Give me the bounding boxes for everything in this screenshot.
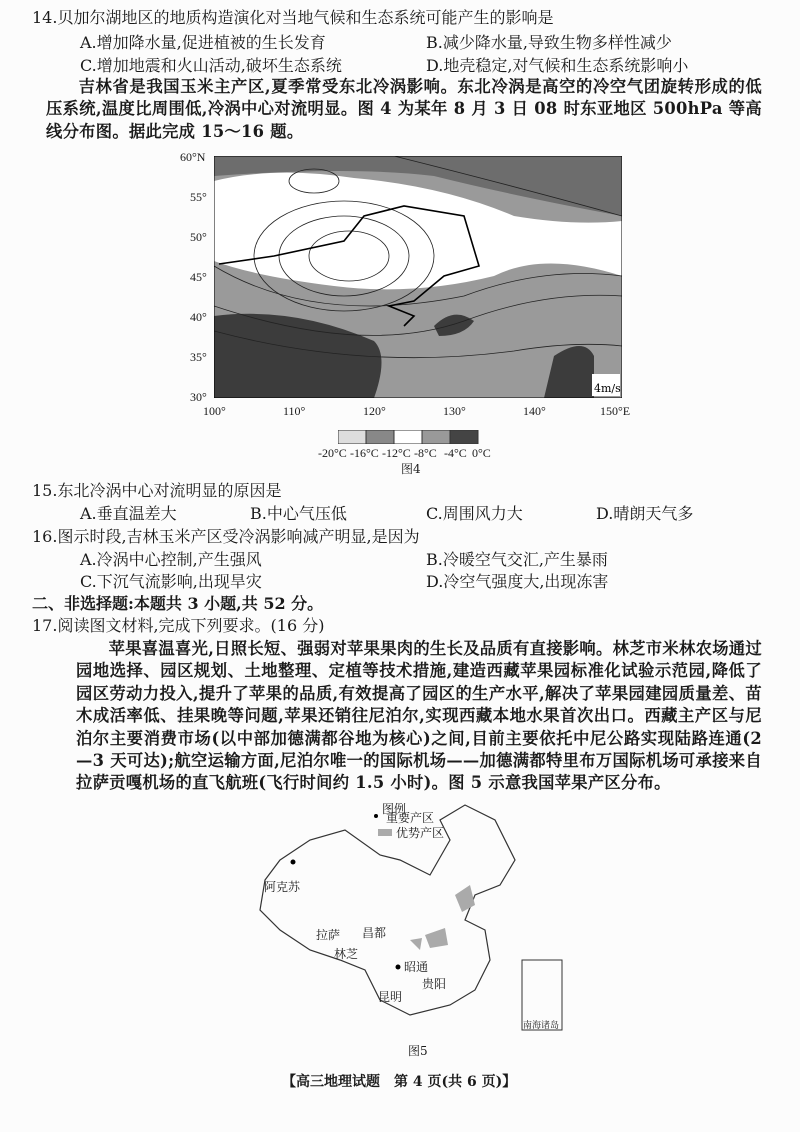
lat-label: 55° bbox=[190, 190, 207, 204]
q14-stem: 14.贝加尔湖地区的地质构造演化对当地气候和生态系统可能产生的影响是 bbox=[32, 8, 554, 27]
q14-option-b: B.减少降水量,导致生物多样性减少 bbox=[426, 33, 672, 52]
lat-label: 30° bbox=[190, 390, 207, 404]
lat-label: 35° bbox=[190, 350, 207, 364]
lat-label: 40° bbox=[190, 310, 207, 324]
fig5-caption: 图5 bbox=[408, 1044, 428, 1058]
legend-label: -16°C bbox=[350, 446, 379, 460]
lon-label: 100° bbox=[203, 404, 226, 418]
lat-label: 45° bbox=[190, 270, 207, 284]
advantage-area bbox=[410, 885, 475, 950]
q17-stem: 17.阅读图文材料,完成下列要求。(16 分) bbox=[32, 616, 325, 635]
page-footer: 【高三地理试题 第 4 页(共 6 页)】 bbox=[282, 1074, 517, 1090]
legend-point-label: 重要产区 bbox=[386, 811, 435, 825]
q16-option-a: A.冷涡中心控制,产生强风 bbox=[80, 550, 262, 569]
legend-label: -8°C bbox=[414, 446, 437, 460]
lat-label: 50° bbox=[190, 230, 207, 244]
place-label: 拉萨 bbox=[316, 928, 341, 942]
q16-option-b: B.冷暖空气交汇,产生暴雨 bbox=[426, 550, 608, 569]
legend-area-icon bbox=[378, 829, 392, 836]
place-label: 昆明 bbox=[378, 990, 403, 1004]
q14-option-c: C.增加地震和火山活动,破坏生态系统 bbox=[80, 56, 342, 75]
legend-label: 0°C bbox=[472, 446, 491, 460]
q15-option-b: B.中心气压低 bbox=[250, 504, 347, 523]
lon-label: 130° bbox=[443, 404, 466, 418]
q15-stem: 15.东北冷涡中心对流明显的原因是 bbox=[32, 481, 282, 500]
q14-option-a: A.增加降水量,促进植被的生长发育 bbox=[80, 33, 326, 52]
lon-label: 150°E bbox=[600, 404, 631, 418]
legend-area-label: 优势产区 bbox=[396, 826, 445, 840]
place-label: 贵阳 bbox=[422, 977, 447, 991]
lat-label: 60°N bbox=[180, 150, 206, 164]
fig4-map bbox=[214, 156, 622, 398]
wind-scale-label: 4m/s bbox=[594, 382, 621, 395]
lon-label: 140° bbox=[523, 404, 546, 418]
point-zhaotong bbox=[396, 965, 401, 970]
temperature-legend-bar bbox=[338, 430, 480, 444]
china-outline bbox=[260, 805, 515, 1015]
place-label: 昭通 bbox=[404, 960, 429, 974]
lon-label: 120° bbox=[363, 404, 386, 418]
inset-label: 南海诸岛 bbox=[523, 1021, 560, 1031]
legend-label: -4°C bbox=[444, 446, 467, 460]
section-2-heading: 二、非选择题:本题共 3 小题,共 52 分。 bbox=[32, 594, 324, 613]
fig4-caption: 图4 bbox=[401, 462, 421, 476]
material-15-16: 吉林省是我国玉米主产区,夏季常受东北冷涡影响。东北冷涡是高空的冷空气团旋转形成的低压系统,温度比周围低,冷涡中心对流明显。图 4 为某年 8 月 3 日 08 时东亚地区 500hPa 等高线分布图。据此完成 15～16 题。 bbox=[46, 77, 762, 141]
q15-option-a: A.垂直温差大 bbox=[80, 504, 177, 523]
q16-stem: 16.图示时段,吉林玉米产区受冷涡影响减产明显,是因为 bbox=[32, 527, 420, 546]
lon-label: 110° bbox=[283, 404, 306, 418]
legend-label: -20°C bbox=[318, 446, 347, 460]
q14-option-d: D.地壳稳定,对气候和生态系统影响小 bbox=[426, 56, 689, 75]
fig5-legend-title: 图例 bbox=[382, 802, 407, 816]
place-label: 林芝 bbox=[334, 947, 359, 961]
q16-option-d: D.冷空气强度大,出现冻害 bbox=[426, 572, 609, 591]
point-akesu bbox=[291, 860, 296, 865]
legend-point-icon bbox=[374, 814, 378, 818]
place-label: 昌都 bbox=[362, 926, 387, 940]
place-label: 阿克苏 bbox=[264, 880, 301, 894]
legend-label: -12°C bbox=[382, 446, 411, 460]
q15-option-d: D.晴朗天气多 bbox=[596, 504, 694, 523]
q15-option-c: C.周围风力大 bbox=[426, 504, 523, 523]
q16-option-c: C.下沉气流影响,出现旱灾 bbox=[80, 572, 262, 591]
q17-material: 苹果喜温喜光,日照长短、强弱对苹果果肉的生长及品质有直接影响。林芝市米林农场通过园地选择、园区规划、土地整理、定植等技术措施,建造西藏苹果园标准化试验示范园,降低了园区劳动力投入,提升了苹果的品质,有效提高了园区的生产水平,解决了苹果园建园质量差、苗木成活率低、挂果晚等问题,苹果还销往尼泊尔,实现西藏本地水果首次出口。西藏主产区与尼泊尔主要消费市场(以中部加德满都谷地为核心)之间,目前主要依托中尼公路实现陆路连通(2—3 天可达);航空运输方面,尼泊尔唯一的国际机场——加德满都特里布万国际机场可承接来自拉萨贡嘎机场的直飞航班(飞行时间约 1.5 小时)。图 5 示意我国苹果产区分布。 bbox=[76, 639, 762, 793]
